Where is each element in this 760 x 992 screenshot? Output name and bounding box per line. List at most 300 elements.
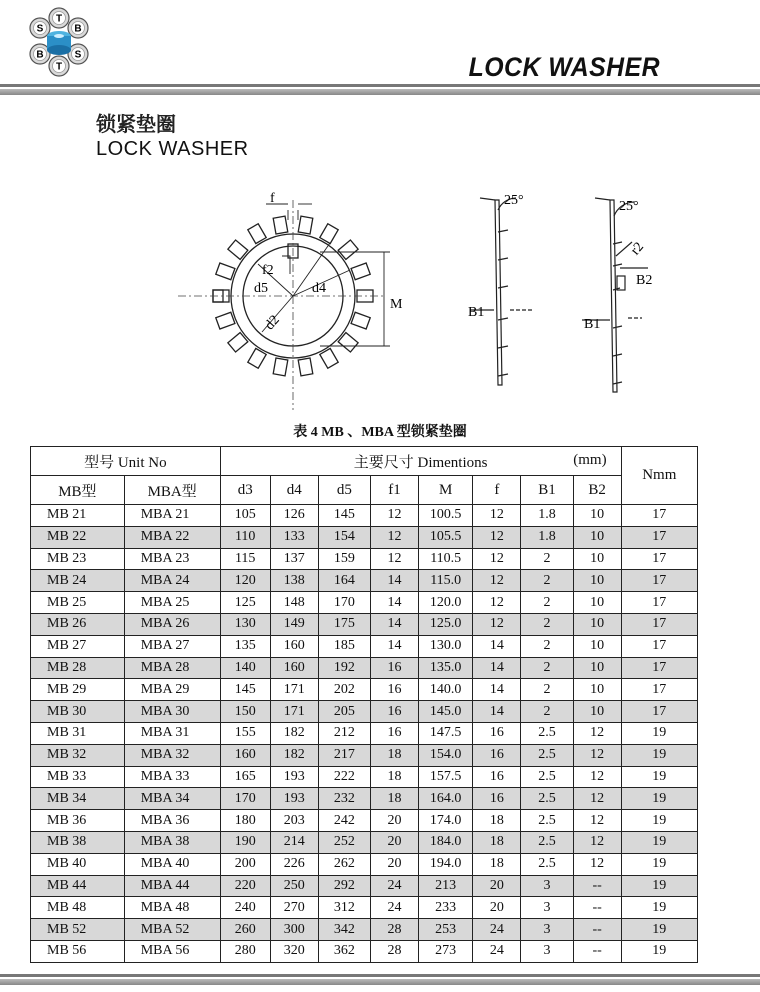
- table-cell: 18: [371, 788, 419, 810]
- table-cell: 19: [621, 744, 697, 766]
- table-row: [31, 853, 698, 875]
- table-cell: 18: [473, 853, 521, 875]
- table-cell: 3: [521, 875, 573, 897]
- table-cell: 135: [220, 635, 270, 657]
- cell-mb-model: MB 40: [31, 853, 125, 875]
- table-cell: 20: [371, 810, 419, 832]
- table-cell: 170: [220, 788, 270, 810]
- table-cell: 160: [270, 635, 318, 657]
- cell-mba-model: MBA 31: [124, 722, 220, 744]
- washer-tooth: [298, 358, 313, 376]
- table-cell: 17: [621, 701, 697, 723]
- cell-mb-model: MB 33: [31, 766, 125, 788]
- cell-mba-model: MBA 30: [124, 701, 220, 723]
- column-header: MB型: [31, 476, 125, 505]
- table-cell: 159: [318, 548, 370, 570]
- table-cell: 2.5: [521, 853, 573, 875]
- cell-mb-model: MB 30: [31, 701, 125, 723]
- cell-mba-model: MBA 38: [124, 831, 220, 853]
- table-row: [31, 919, 698, 941]
- washer-tooth: [351, 263, 370, 280]
- table-cell: --: [573, 940, 621, 962]
- table-cell: 180: [220, 810, 270, 832]
- cell-mba-model: MBA 24: [124, 570, 220, 592]
- table-cell: 28: [371, 919, 419, 941]
- column-header: f1: [371, 476, 419, 505]
- table-cell: 10: [573, 657, 621, 679]
- table-cell: 226: [270, 853, 318, 875]
- table-cell: 14: [371, 570, 419, 592]
- lock-washer-drawing: [170, 180, 670, 415]
- logo-letter: B: [74, 23, 82, 35]
- table-row: [31, 766, 698, 788]
- cell-mb-model: MB 38: [31, 831, 125, 853]
- table-cell: 260: [220, 919, 270, 941]
- table-cell: 1.8: [521, 505, 573, 527]
- table-cell: 12: [573, 831, 621, 853]
- table-row: [31, 722, 698, 744]
- washer-side-view-1: [470, 198, 532, 385]
- table-cell: 12: [573, 788, 621, 810]
- table-cell: 175: [318, 613, 370, 635]
- table-cell: 2.5: [521, 810, 573, 832]
- label-angle-2: 25°: [619, 199, 639, 214]
- table-cell: 100.5: [418, 505, 472, 527]
- washer-tooth: [273, 216, 288, 234]
- table-row: [31, 897, 698, 919]
- washer-tooth: [298, 216, 313, 234]
- cell-mba-model: MBA 34: [124, 788, 220, 810]
- table-cell: 19: [621, 875, 697, 897]
- table-row: [31, 831, 698, 853]
- table-row: [31, 592, 698, 614]
- header-title: LOCK WASHER: [468, 52, 660, 82]
- table-cell: 184.0: [418, 831, 472, 853]
- table-cell: 2.5: [521, 722, 573, 744]
- table-cell: 12: [473, 570, 521, 592]
- table-cell: 16: [473, 744, 521, 766]
- table-cell: 203: [270, 810, 318, 832]
- page-title-en: LOCK WASHER: [96, 138, 249, 160]
- header-dimensions: [220, 447, 621, 476]
- table-cell: 12: [473, 526, 521, 548]
- table-cell: 126: [270, 505, 318, 527]
- table-cell: 222: [318, 766, 370, 788]
- table-cell: 164.0: [418, 788, 472, 810]
- table-cell: 24: [371, 875, 419, 897]
- table-cell: 214: [270, 831, 318, 853]
- table-cell: 182: [270, 722, 318, 744]
- table-cell: 12: [573, 722, 621, 744]
- table-cell: 14: [473, 657, 521, 679]
- table-cell: 24: [473, 919, 521, 941]
- table-cell: 157.5: [418, 766, 472, 788]
- logo-letter: S: [36, 23, 44, 35]
- table-cell: 12: [573, 744, 621, 766]
- table-row: [31, 505, 698, 527]
- cell-mba-model: MBA 21: [124, 505, 220, 527]
- table-cell: 17: [621, 635, 697, 657]
- table-cell: 16: [371, 657, 419, 679]
- table-cell: 205: [318, 701, 370, 723]
- table-cell: 240: [220, 897, 270, 919]
- table-cell: 217: [318, 744, 370, 766]
- washer-side-view-2: [582, 198, 648, 392]
- table-cell: 165: [220, 766, 270, 788]
- logo-center-icon: [47, 31, 71, 55]
- logo-letter: S: [74, 49, 82, 61]
- table-cell: 270: [270, 897, 318, 919]
- table-cell: 120: [220, 570, 270, 592]
- label-d4: d4: [312, 281, 326, 296]
- table-cell: 16: [371, 701, 419, 723]
- table-cell: 160: [220, 744, 270, 766]
- table-cell: 130: [220, 613, 270, 635]
- table-cell: 10: [573, 570, 621, 592]
- table-cell: 3: [521, 897, 573, 919]
- cell-mba-model: MBA 22: [124, 526, 220, 548]
- table-cell: 20: [473, 897, 521, 919]
- table-row: [31, 657, 698, 679]
- label-B2: B2: [636, 273, 653, 288]
- washer-tooth: [351, 312, 370, 329]
- table-cell: 300: [270, 919, 318, 941]
- label-f: f: [270, 191, 275, 206]
- table-cell: 20: [473, 875, 521, 897]
- table-cell: 190: [220, 831, 270, 853]
- cell-mba-model: MBA 27: [124, 635, 220, 657]
- table-cell: 20: [371, 853, 419, 875]
- table-cell: 2.5: [521, 744, 573, 766]
- table-cell: 130.0: [418, 635, 472, 657]
- cell-mb-model: MB 32: [31, 744, 125, 766]
- table-cell: 115.0: [418, 570, 472, 592]
- table-cell: 2.5: [521, 788, 573, 810]
- cell-mba-model: MBA 29: [124, 679, 220, 701]
- table-cell: 2: [521, 570, 573, 592]
- label-r2: r2: [628, 239, 648, 259]
- table-cell: 133: [270, 526, 318, 548]
- table-cell: 110: [220, 526, 270, 548]
- table-cell: 2.5: [521, 831, 573, 853]
- header-rule-band: [0, 89, 760, 95]
- label-f2: f2: [262, 263, 274, 278]
- column-header: B2: [573, 476, 621, 505]
- table-cell: 312: [318, 897, 370, 919]
- table-cell: 150: [220, 701, 270, 723]
- table-cell: 115: [220, 548, 270, 570]
- column-header: d3: [220, 476, 270, 505]
- cell-mba-model: MBA 26: [124, 613, 220, 635]
- table-cell: 137: [270, 548, 318, 570]
- table-cell: 280: [220, 940, 270, 962]
- table-cell: 171: [270, 701, 318, 723]
- table-cell: 14: [473, 701, 521, 723]
- table-cell: 155: [220, 722, 270, 744]
- table-cell: 171: [270, 679, 318, 701]
- table-cell: 28: [371, 940, 419, 962]
- cell-mb-model: MB 34: [31, 788, 125, 810]
- footer-rule: [0, 974, 760, 977]
- cell-mba-model: MBA 33: [124, 766, 220, 788]
- table-cell: 10: [573, 548, 621, 570]
- washer-tooth: [320, 348, 338, 368]
- table-cell: 12: [473, 592, 521, 614]
- table-cell: 125.0: [418, 613, 472, 635]
- column-header: M: [418, 476, 472, 505]
- cell-mba-model: MBA 48: [124, 897, 220, 919]
- table-cell: 194.0: [418, 853, 472, 875]
- logo-ball-5: [49, 56, 69, 76]
- header-rule: [0, 84, 760, 87]
- table-cell: 2: [521, 657, 573, 679]
- table-cell: 10: [573, 679, 621, 701]
- table-cell: 19: [621, 722, 697, 744]
- cell-mba-model: MBA 36: [124, 810, 220, 832]
- table-cell: 262: [318, 853, 370, 875]
- spec-table: [30, 446, 698, 963]
- cell-mba-model: MBA 28: [124, 657, 220, 679]
- table-cell: 10: [573, 635, 621, 657]
- table-cell: 12: [573, 853, 621, 875]
- table-cell: 19: [621, 919, 697, 941]
- page-title-cn: 锁紧垫圈: [96, 112, 176, 136]
- table-cell: 14: [371, 592, 419, 614]
- logo-ball-3: [68, 18, 88, 38]
- column-header: d5: [318, 476, 370, 505]
- washer-tooth: [248, 348, 266, 368]
- header-unit: (mm): [573, 452, 607, 468]
- table-cell: 18: [371, 766, 419, 788]
- table-cell: 2: [521, 679, 573, 701]
- table-cell: 170: [318, 592, 370, 614]
- table-cell: 12: [573, 810, 621, 832]
- table-cell: 10: [573, 613, 621, 635]
- table-cell: 154: [318, 526, 370, 548]
- column-header: d4: [270, 476, 318, 505]
- table-cell: 24: [473, 940, 521, 962]
- table-row: [31, 548, 698, 570]
- column-header: MBA型: [124, 476, 220, 505]
- table-cell: --: [573, 919, 621, 941]
- table-row: [31, 875, 698, 897]
- cell-mba-model: MBA 44: [124, 875, 220, 897]
- label-M: M: [390, 297, 403, 312]
- washer-tooth: [216, 312, 235, 329]
- table-cell: 292: [318, 875, 370, 897]
- table-cell: 2.5: [521, 766, 573, 788]
- table-cell: 18: [371, 744, 419, 766]
- header-nmm: Nmm: [621, 447, 697, 505]
- cell-mb-model: MB 28: [31, 657, 125, 679]
- washer-tooth: [273, 358, 288, 376]
- table-cell: 10: [573, 592, 621, 614]
- table-cell: 164: [318, 570, 370, 592]
- cell-mb-model: MB 24: [31, 570, 125, 592]
- table-cell: 14: [371, 635, 419, 657]
- table-row: [31, 701, 698, 723]
- table-cell: 3: [521, 919, 573, 941]
- cell-mb-model: MB 23: [31, 548, 125, 570]
- washer-tooth: [320, 224, 338, 244]
- table-cell: 16: [473, 722, 521, 744]
- cell-mb-model: MB 29: [31, 679, 125, 701]
- cell-mb-model: MB 26: [31, 613, 125, 635]
- table-cell: 10: [573, 526, 621, 548]
- table-cell: 16: [473, 788, 521, 810]
- table-cell: 220: [220, 875, 270, 897]
- table-cell: 12: [371, 548, 419, 570]
- table-cell: 232: [318, 788, 370, 810]
- table-cell: 193: [270, 766, 318, 788]
- cell-mba-model: MBA 32: [124, 744, 220, 766]
- table-row: [31, 526, 698, 548]
- table-cell: 12: [371, 526, 419, 548]
- table-cell: 2: [521, 701, 573, 723]
- logo-letter: B: [36, 49, 44, 61]
- table-row: [31, 810, 698, 832]
- cell-mb-model: MB 27: [31, 635, 125, 657]
- header-dimensions-label: 主要尺寸 Dimentions: [353, 454, 488, 471]
- table-cell: 250: [270, 875, 318, 897]
- table-cell: 202: [318, 679, 370, 701]
- table-cell: 3: [521, 940, 573, 962]
- table-row: [31, 570, 698, 592]
- logo-ball-2: [49, 8, 69, 28]
- table-row: [31, 679, 698, 701]
- table-cell: 19: [621, 897, 697, 919]
- table-cell: 16: [473, 766, 521, 788]
- table-cell: 19: [621, 810, 697, 832]
- company-logo: [18, 6, 100, 82]
- table-cell: 200: [220, 853, 270, 875]
- cell-mb-model: MB 48: [31, 897, 125, 919]
- table-cell: 148: [270, 592, 318, 614]
- label-B1-b: B1: [584, 317, 601, 332]
- table-cell: 110.5: [418, 548, 472, 570]
- table-cell: 14: [371, 613, 419, 635]
- table-cell: 273: [418, 940, 472, 962]
- table-cell: 2: [521, 635, 573, 657]
- table-cell: 20: [371, 831, 419, 853]
- table-cell: 14: [473, 635, 521, 657]
- table-cell: 192: [318, 657, 370, 679]
- cell-mb-model: MB 31: [31, 722, 125, 744]
- table-cell: 253: [418, 919, 472, 941]
- table-cell: --: [573, 897, 621, 919]
- washer-tooth: [216, 263, 235, 280]
- table-cell: 17: [621, 526, 697, 548]
- washer-tooth: [248, 224, 266, 244]
- table-cell: 320: [270, 940, 318, 962]
- header-unit-no: 型号 Unit No: [31, 447, 221, 476]
- cell-mb-model: MB 52: [31, 919, 125, 941]
- table-cell: 19: [621, 766, 697, 788]
- table-cell: 19: [621, 788, 697, 810]
- table-cell: 18: [473, 831, 521, 853]
- label-d2: d2: [262, 312, 283, 334]
- table-cell: 149: [270, 613, 318, 635]
- table-cell: 140: [220, 657, 270, 679]
- cell-mba-model: MBA 52: [124, 919, 220, 941]
- table-cell: 12: [573, 766, 621, 788]
- table-cell: 19: [621, 940, 697, 962]
- table-cell: 145.0: [418, 701, 472, 723]
- table-cell: 2: [521, 613, 573, 635]
- table-cell: 125: [220, 592, 270, 614]
- logo-ball-1: [30, 18, 50, 38]
- cell-mba-model: MBA 40: [124, 853, 220, 875]
- logo-letter: T: [55, 13, 63, 25]
- table-cell: 1.8: [521, 526, 573, 548]
- table-cell: 252: [318, 831, 370, 853]
- table-cell: 174.0: [418, 810, 472, 832]
- table-cell: 120.0: [418, 592, 472, 614]
- table-cell: 185: [318, 635, 370, 657]
- label-angle-1: 25°: [504, 193, 524, 208]
- table-cell: 17: [621, 592, 697, 614]
- table-row: [31, 940, 698, 962]
- table-cell: 212: [318, 722, 370, 744]
- table-cell: 19: [621, 831, 697, 853]
- table-cell: 12: [371, 505, 419, 527]
- table-cell: 362: [318, 940, 370, 962]
- table-cell: 12: [473, 613, 521, 635]
- table-cell: 17: [621, 613, 697, 635]
- table-row: [31, 744, 698, 766]
- table-cell: --: [573, 875, 621, 897]
- footer-rule-band: [0, 979, 760, 985]
- label-d5: d5: [254, 281, 268, 296]
- table-cell: 105: [220, 505, 270, 527]
- table-cell: 213: [418, 875, 472, 897]
- cell-mba-model: MBA 25: [124, 592, 220, 614]
- logo-letter: T: [55, 61, 63, 73]
- table-cell: 17: [621, 657, 697, 679]
- table-cell: 10: [573, 701, 621, 723]
- table-row: [31, 635, 698, 657]
- cell-mb-model: MB 21: [31, 505, 125, 527]
- table-cell: 16: [371, 722, 419, 744]
- table-cell: 2: [521, 548, 573, 570]
- cell-mb-model: MB 22: [31, 526, 125, 548]
- cell-mba-model: MBA 56: [124, 940, 220, 962]
- table-cell: 145: [220, 679, 270, 701]
- table-cell: 19: [621, 853, 697, 875]
- table-cell: 342: [318, 919, 370, 941]
- table-row: [31, 613, 698, 635]
- table-caption: 表 4 MB 、MBA 型锁紧垫圈: [293, 425, 467, 440]
- table-cell: 2: [521, 592, 573, 614]
- table-cell: 18: [473, 810, 521, 832]
- table-cell: 17: [621, 570, 697, 592]
- table-cell: 160: [270, 657, 318, 679]
- cell-mb-model: MB 25: [31, 592, 125, 614]
- table-cell: 145: [318, 505, 370, 527]
- table-cell: 105.5: [418, 526, 472, 548]
- table-cell: 12: [473, 505, 521, 527]
- column-header: f: [473, 476, 521, 505]
- table-cell: 17: [621, 505, 697, 527]
- table-cell: 10: [573, 505, 621, 527]
- table-cell: 17: [621, 548, 697, 570]
- table-cell: 182: [270, 744, 318, 766]
- table-cell: 138: [270, 570, 318, 592]
- cell-mb-model: MB 36: [31, 810, 125, 832]
- table-cell: 140.0: [418, 679, 472, 701]
- table-cell: 147.5: [418, 722, 472, 744]
- table-cell: 17: [621, 679, 697, 701]
